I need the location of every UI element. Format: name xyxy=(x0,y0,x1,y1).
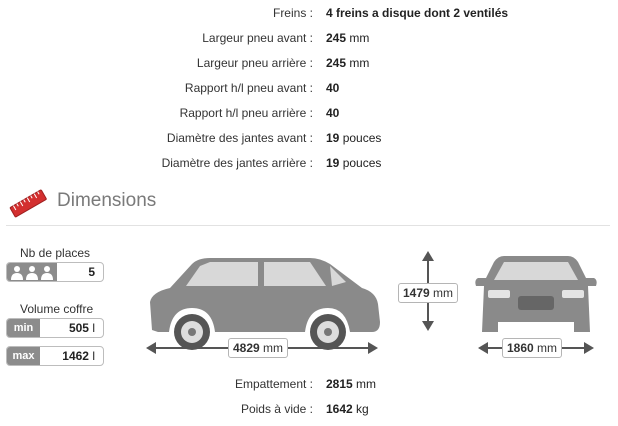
spec-label: Freins : xyxy=(272,6,313,20)
spec-value: 40 xyxy=(326,106,340,120)
places-value: 5 xyxy=(88,265,95,279)
coffre-min-value: 505 l xyxy=(68,321,95,335)
spec-row-rapport-arriere xyxy=(0,105,618,121)
spec-value: 245 mm xyxy=(326,56,370,70)
coffre-label: Volume coffre xyxy=(20,302,94,316)
spec-label: Largeur pneu arrière : xyxy=(196,56,313,70)
spec-row-largeur-arriere xyxy=(0,55,618,71)
spec-row-jantes-avant xyxy=(0,130,618,146)
people-icon xyxy=(7,263,57,281)
spec-row-jantes-arriere xyxy=(0,155,618,171)
section-title: Dimensions xyxy=(57,190,157,211)
dimensions-section-header xyxy=(6,186,610,226)
spec-value: 1642 kg xyxy=(326,402,369,416)
places-box xyxy=(6,262,104,282)
car-front-illustration xyxy=(474,252,598,336)
spec-row-freins xyxy=(0,5,618,21)
spec-row-poids xyxy=(0,401,618,417)
length-value-box: 4829 mm xyxy=(228,338,288,358)
spec-value: 19 pouces xyxy=(326,131,382,145)
spec-row-empattement xyxy=(0,376,618,392)
spec-value: 40 xyxy=(326,81,340,95)
spec-value: 245 mm xyxy=(326,31,370,45)
coffre-max-tag: max xyxy=(7,347,40,365)
spec-label: Largeur pneu avant : xyxy=(202,31,313,45)
coffre-min-box xyxy=(6,318,104,338)
height-value-box: 1479 mm xyxy=(398,283,458,303)
spec-value: 2815 mm xyxy=(326,377,377,391)
ruler-icon xyxy=(6,188,50,218)
spec-label: Rapport h/l pneu arrière : xyxy=(179,106,313,120)
coffre-max-box xyxy=(6,346,104,366)
places-label: Nb de places xyxy=(20,246,91,260)
section-divider xyxy=(6,225,610,226)
spec-label: Diamètre des jantes arrière : xyxy=(161,156,313,170)
spec-value: 4 freins a disque dont 2 ventilés xyxy=(326,6,509,20)
spec-row-largeur-avant xyxy=(0,30,618,46)
spec-value: 19 pouces xyxy=(326,156,382,170)
car-front-windshield xyxy=(494,262,578,280)
width-value-box: 1860 mm xyxy=(502,338,562,358)
coffre-max-value: 1462 l xyxy=(62,349,95,363)
spec-label: Empattement : xyxy=(234,377,313,391)
spec-label: Diamètre des jantes avant : xyxy=(166,131,313,145)
spec-label: Poids à vide : xyxy=(240,402,313,416)
coffre-min-tag: min xyxy=(7,319,40,337)
spec-label: Rapport h/l pneu avant : xyxy=(184,81,313,95)
spec-row-rapport-avant xyxy=(0,80,618,96)
